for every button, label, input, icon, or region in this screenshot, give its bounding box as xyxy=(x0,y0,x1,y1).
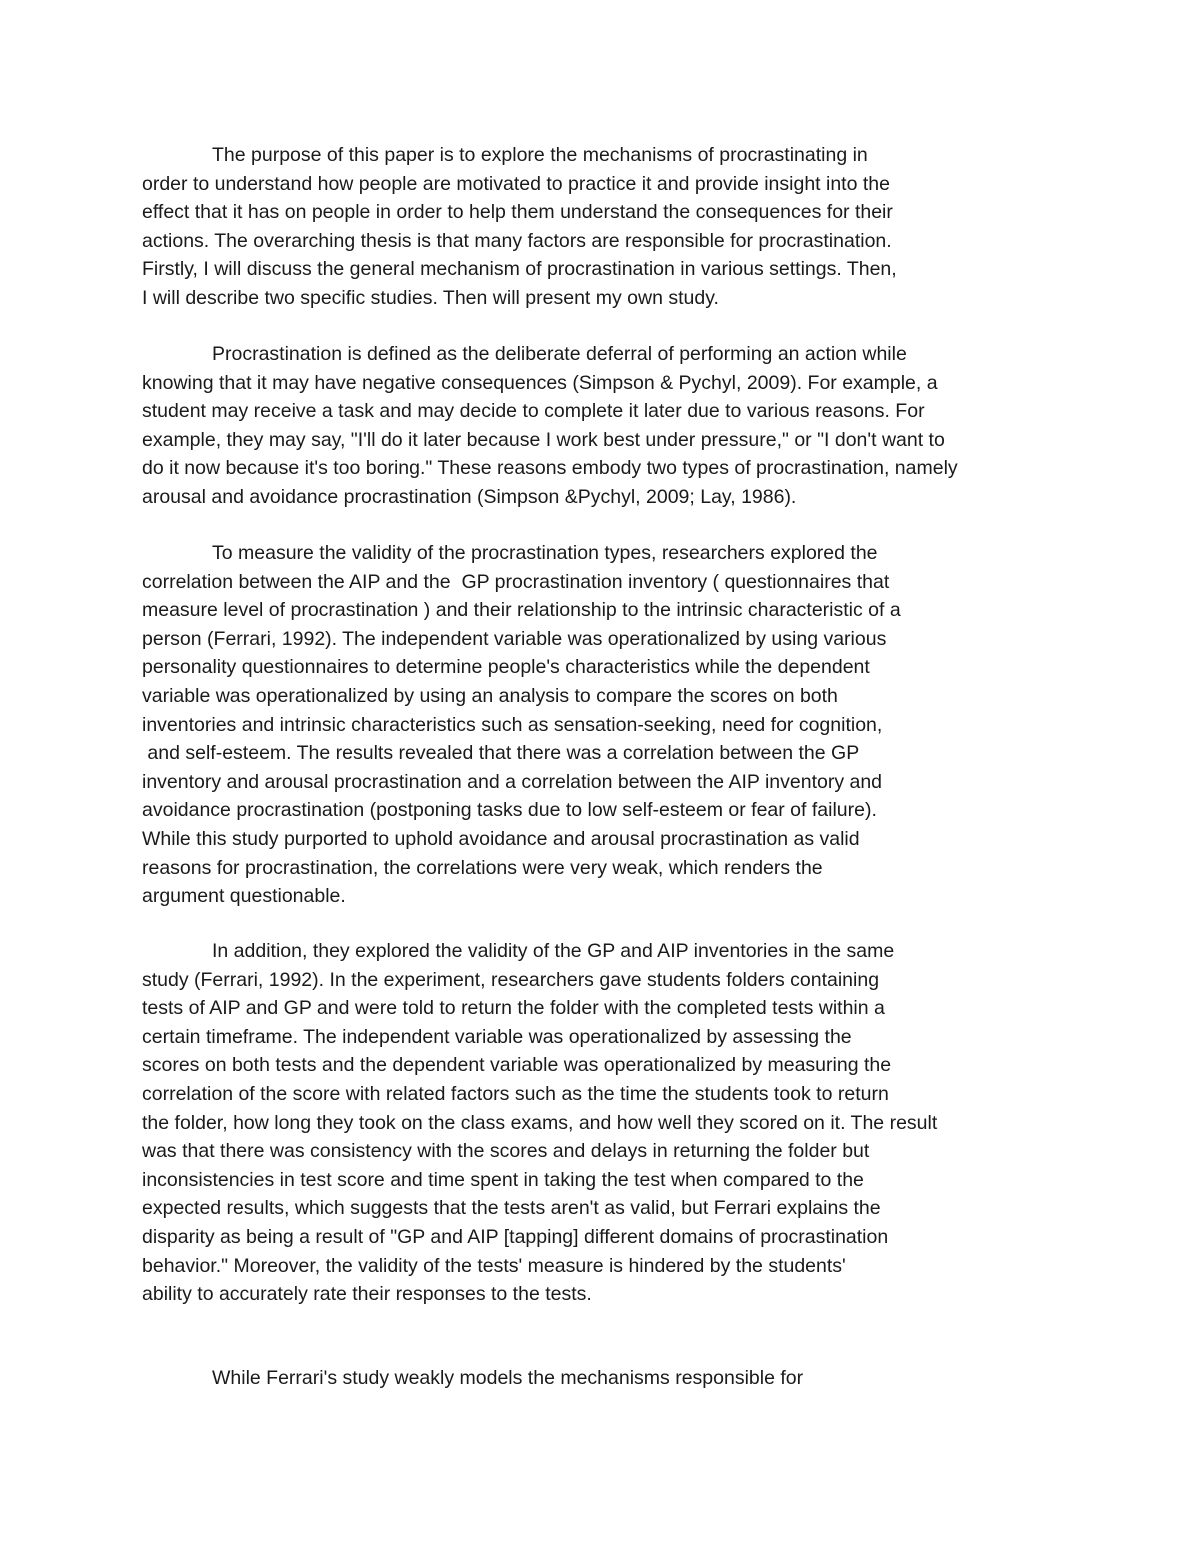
text-line: variable was operationalized by using an analysis to compare the scores on both xyxy=(142,684,838,707)
text-line: person (Ferrari, 1992). The independent variable was operationalized by using various xyxy=(142,627,887,650)
paragraph-purpose xyxy=(142,141,1062,313)
text-line: argument questionable. xyxy=(142,885,346,908)
text-line: personality questionnaires to determine people's characteristics while the dependent xyxy=(142,656,870,679)
text-line: the folder, how long they took on the class exams, and how well they scored on it. The result xyxy=(142,1111,938,1134)
text-line: behavior." Moreover, the validity of the tests' measure is hindered by the students' xyxy=(142,1254,846,1277)
text-line: knowing that it may have negative consequences (Simpson & Pychyl, 2009). For example, a xyxy=(142,371,938,394)
text-line: inventories and intrinsic characteristics such as sensation-seeking, need for cognition, xyxy=(142,713,883,736)
paragraph-validity-types xyxy=(142,539,1062,911)
paragraph-definition xyxy=(142,340,1062,512)
text-line: Firstly, I will discuss the general mechanism of procrastination in various settings. Then, xyxy=(142,258,897,281)
text-line: scores on both tests and the dependent variable was operationalized by measuring the xyxy=(142,1054,892,1077)
text-line: expected results, which suggests that the tests aren't as valid, but Ferrari explains the xyxy=(142,1197,881,1220)
text-line: To measure the validity of the procrastination types, researchers explored the xyxy=(212,542,878,564)
text-line: was that there was consistency with the scores and delays in returning the folder but xyxy=(142,1140,870,1163)
text-line: The purpose of this paper is to explore the mechanisms of procrastinating in xyxy=(212,144,868,166)
text-line: While this study purported to uphold avoidance and arousal procrastination as valid xyxy=(142,827,860,850)
text-line: avoidance procrastination (postponing tasks due to low self-esteem or fear of failure). xyxy=(142,799,877,822)
text-line: actions. The overarching thesis is that many factors are responsible for procrastination. xyxy=(142,229,892,252)
text-line: reasons for procrastination, the correlations were very weak, which renders the xyxy=(142,856,823,879)
text-line: correlation of the score with related factors such as the time the students took to return xyxy=(142,1082,889,1105)
text-line: In addition, they explored the validity of the GP and AIP inventories in the same xyxy=(212,940,895,962)
text-line: do it now because it's too boring." These reasons embody two types of procrastination, namely xyxy=(142,457,958,480)
text-line: effect that it has on people in order to help them understand the consequences for their xyxy=(142,201,893,224)
text-line: order to understand how people are motivated to practice it and provide insight into the xyxy=(142,172,890,195)
text-line: correlation between the AIP and the GP procrastination inventory ( questionnaires that xyxy=(142,570,890,593)
paragraph-ferrari-models xyxy=(142,1364,1062,1393)
text-line: arousal and avoidance procrastination (Simpson &Pychyl, 2009; Lay, 1986). xyxy=(142,485,797,508)
text-line: ability to accurately rate their responses to the tests. xyxy=(142,1283,592,1306)
text-line: tests of AIP and GP and were told to return the folder with the completed tests within a xyxy=(142,997,885,1020)
text-line: measure level of procrastination ) and their relationship to the intrinsic characteristic of a xyxy=(142,599,901,622)
text-line: certain timeframe. The independent variable was operationalized by assessing the xyxy=(142,1025,852,1048)
text-line: disparity as being a result of "GP and AIP [tapping] different domains of procrastination xyxy=(142,1225,889,1248)
text-line: inventory and arousal procrastination and a correlation between the AIP inventory and xyxy=(142,770,883,793)
text-line: example, they may say, "I'll do it later because I work best under pressure," or "I don't want to xyxy=(142,428,945,451)
text-line: study (Ferrari, 1992). In the experiment, researchers gave students folders containing xyxy=(142,968,880,991)
text-line: I will describe two specific studies. Then will present my own study. xyxy=(142,286,719,309)
text-line: While Ferrari's study weakly models the mechanisms responsible for xyxy=(212,1367,804,1389)
text-line: and self-esteem. The results revealed that there was a correlation between the GP xyxy=(142,742,860,765)
text-line: Procrastination is defined as the deliberate deferral of performing an action while xyxy=(212,343,907,365)
paragraph-validity-inventories xyxy=(142,937,1062,1309)
text-line: student may receive a task and may decide to complete it later due to various reasons. For xyxy=(142,400,925,423)
text-line: inconsistencies in test score and time spent in taking the test when compared to the xyxy=(142,1168,864,1191)
